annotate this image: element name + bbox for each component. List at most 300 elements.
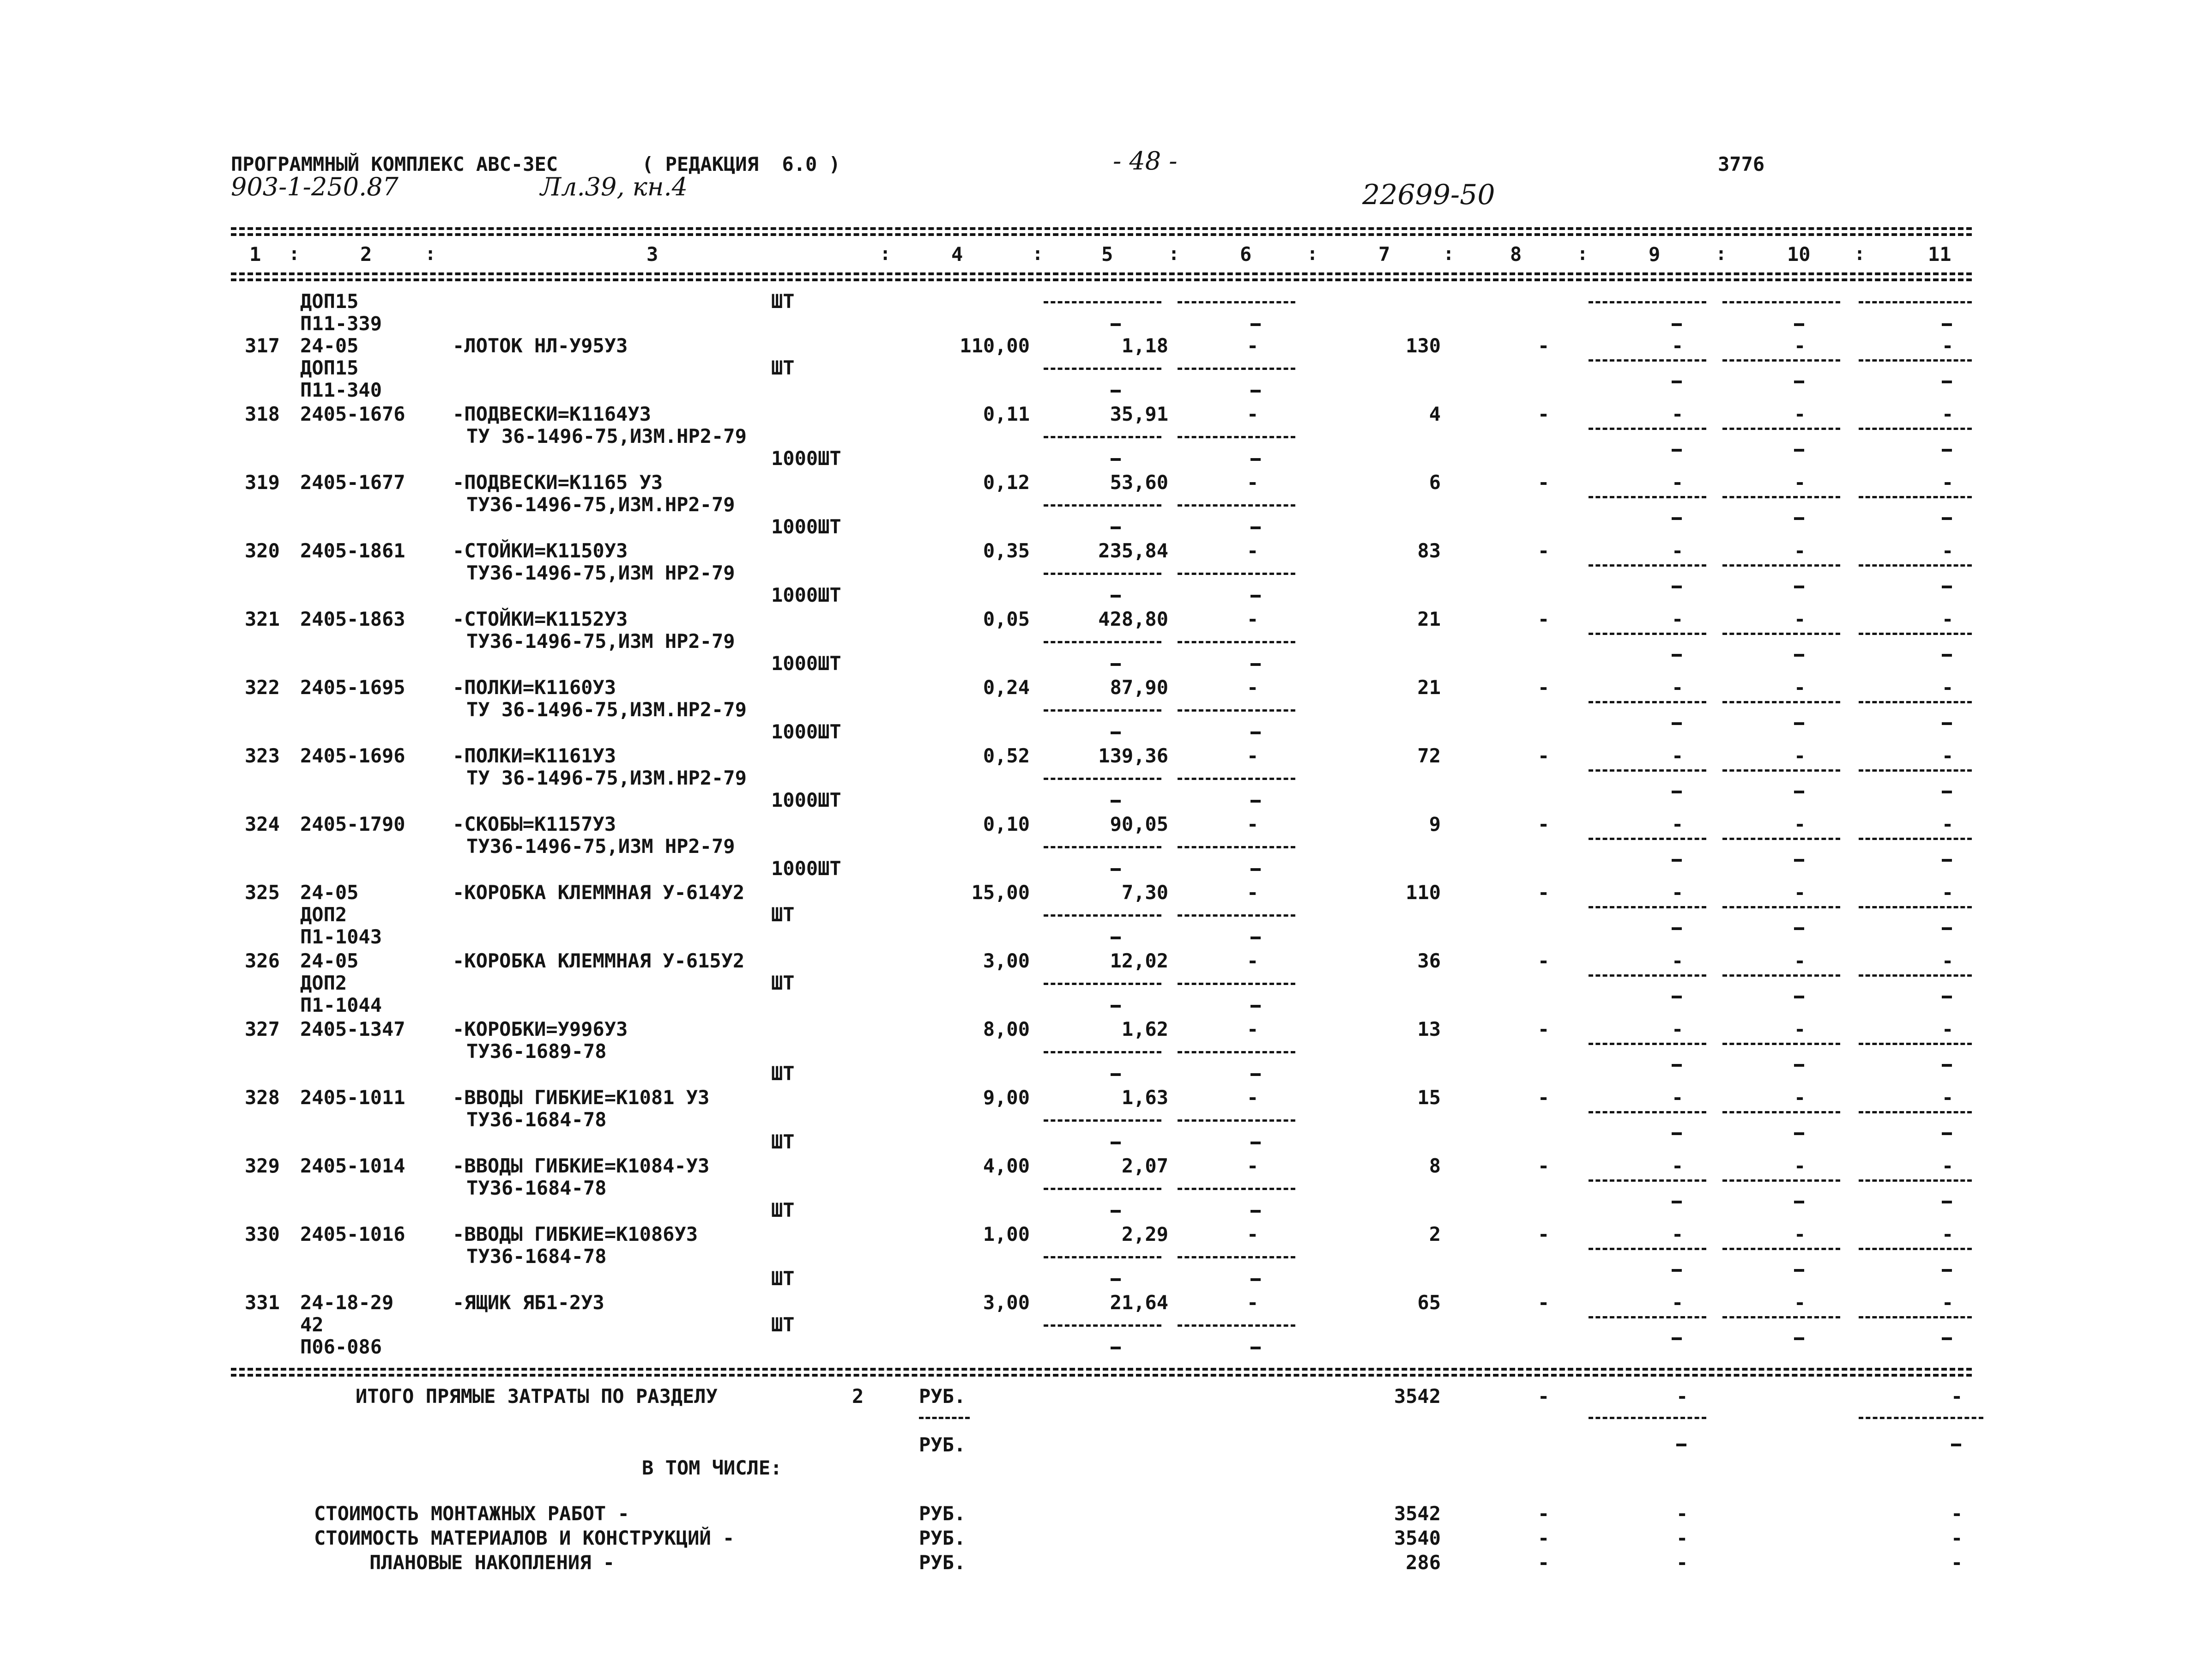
column-number-6: 6 [1240, 243, 1252, 266]
col8-value: - [1538, 1154, 1550, 1177]
totals-mark-11 [1951, 1444, 1961, 1446]
totals-section: 2 [852, 1385, 864, 1408]
col9-value: - [1672, 1086, 1684, 1109]
totals-rub-2: РУБ. [919, 1433, 966, 1456]
price-mark [1111, 1142, 1121, 1144]
col9-mark [1672, 996, 1682, 998]
item-price: 428,80 [1098, 608, 1168, 630]
item-quantity: 110,00 [960, 334, 1030, 357]
col10-value: - [1794, 403, 1806, 425]
item-quantity: 0,11 [983, 403, 1030, 425]
item-code: П1-1044 [300, 994, 382, 1016]
col8-value: - [1538, 881, 1550, 904]
top-mark-10 [1794, 323, 1804, 326]
col11-mark [1942, 791, 1952, 793]
col10-underline [1722, 496, 1840, 498]
col10-underline [1722, 906, 1840, 908]
col11-underline [1859, 1111, 1972, 1113]
col6-value: - [1247, 676, 1259, 699]
price-mark [1111, 458, 1121, 461]
price-underline [1044, 1051, 1161, 1053]
col9-underline [1589, 769, 1706, 772]
item-quantity: 0,05 [983, 608, 1030, 630]
col9-mark [1672, 449, 1682, 452]
item-name: ТУ36-1496-75,ИЗМ НР2-79 [466, 562, 735, 584]
column-separator: : [1032, 243, 1044, 265]
breakdown-value: 3540 [1394, 1527, 1441, 1549]
col8-value: - [1538, 813, 1550, 835]
item-name: ТУ36-1496-75,ИЗМ.НР2-79 [466, 493, 735, 516]
item-price: 7,30 [1121, 881, 1168, 904]
col6-mark [1251, 731, 1261, 734]
col6-underline [1178, 846, 1295, 848]
item-code: 2405-1696 [300, 744, 405, 767]
item-name: -СТОЙКИ=К1150У3 [453, 539, 628, 562]
top-dash-10 [1722, 301, 1840, 303]
col6-underline [1178, 709, 1295, 712]
item-price: 1,63 [1121, 1086, 1168, 1109]
item-name: ТУ 36-1496-75,ИЗМ.НР2-79 [466, 767, 747, 789]
item-name: ТУ36-1684-78 [466, 1245, 607, 1268]
col9-mark [1672, 1201, 1682, 1203]
col6-value: - [1247, 471, 1259, 494]
price-underline [1044, 504, 1161, 507]
item-unit: 1000ШТ [771, 652, 841, 675]
col10-value: - [1794, 881, 1806, 904]
column-separator: : [425, 243, 436, 265]
item-name: ТУ36-1689-78 [466, 1040, 607, 1063]
col10-underline [1722, 428, 1840, 430]
totals-c8: - [1538, 1385, 1550, 1408]
item-quantity: 3,00 [983, 949, 1030, 972]
col6-mark [1251, 458, 1261, 461]
item-unit: ШТ [771, 1062, 795, 1085]
col9-mark [1672, 1064, 1682, 1067]
item-total: 21 [1417, 676, 1441, 699]
col11-mark [1942, 859, 1952, 862]
col11-value: - [1942, 1154, 1954, 1177]
top-dash-5 [1044, 301, 1161, 303]
item-number: 330 [245, 1223, 280, 1245]
price-mark [1111, 595, 1121, 598]
page-mark: - 48 - [1113, 146, 1178, 175]
col9-value: - [1672, 676, 1684, 699]
col6-underline [1178, 914, 1295, 917]
col6-value: - [1247, 881, 1259, 904]
col10-mark [1794, 722, 1804, 725]
item-total: 4 [1429, 403, 1441, 425]
item-number: 322 [245, 676, 280, 699]
price-mark [1111, 1005, 1121, 1008]
sheet-book-handwritten: Лл.39, кн.4 [540, 172, 688, 201]
totals-value: 3542 [1394, 1385, 1441, 1408]
item-code: 24-05 [300, 881, 359, 904]
item-unit: ШТ [771, 1130, 795, 1153]
col8-value: - [1538, 949, 1550, 972]
item-number: 325 [245, 881, 280, 904]
col9-mark [1672, 1337, 1682, 1340]
breakdown-col11: - [1951, 1527, 1963, 1549]
item-code: ДОП2 [300, 903, 347, 926]
col11-value: - [1942, 1086, 1954, 1109]
price-underline [1044, 1324, 1161, 1327]
item-name: -ЯЩИК ЯБ1-2У3 [453, 1291, 604, 1314]
item-code: 42 [300, 1313, 324, 1336]
column-number-4: 4 [951, 243, 963, 266]
price-mark [1111, 1210, 1121, 1213]
item-name: -ПОЛКИ=К1160У3 [453, 676, 616, 699]
col9-mark [1672, 1269, 1682, 1272]
item-total: 36 [1417, 949, 1441, 972]
item-quantity: 1,00 [983, 1223, 1030, 1245]
col11-underline [1859, 633, 1972, 635]
price-mark [1111, 390, 1121, 393]
col9-mark [1672, 791, 1682, 793]
item-number: 318 [245, 403, 280, 425]
col10-value: - [1794, 813, 1806, 835]
col10-value: - [1794, 539, 1806, 562]
item-price: 12,02 [1110, 949, 1168, 972]
column-number-7: 7 [1378, 243, 1390, 266]
item-name: -КОРОБКА КЛЕММНАЯ У-614У2 [453, 881, 745, 904]
col9-underline [1589, 496, 1706, 498]
item-name: -ПОДВЕСКИ=К1164У3 [453, 403, 651, 425]
col6-underline [1178, 1188, 1295, 1190]
item-number: 321 [245, 608, 280, 630]
item-code: 2405-1014 [300, 1154, 405, 1177]
col11-mark [1942, 517, 1952, 520]
col10-mark [1794, 1201, 1804, 1203]
price-underline [1044, 641, 1161, 643]
col11-underline [1859, 1043, 1972, 1045]
column-separator: : [880, 243, 891, 265]
item-code: 2405-1347 [300, 1018, 405, 1040]
col6-value: - [1247, 1086, 1259, 1109]
col11-mark [1942, 586, 1952, 588]
col11-mark [1942, 722, 1952, 725]
item-code: 2405-1016 [300, 1223, 405, 1245]
col9-value: - [1672, 608, 1684, 630]
col10-mark [1794, 1132, 1804, 1135]
col10-value: - [1794, 471, 1806, 494]
col10-underline [1722, 838, 1840, 840]
col6-mark [1251, 390, 1261, 393]
col11-underline [1859, 1248, 1972, 1250]
item-unit: 1000ШТ [771, 584, 841, 606]
col11-value: - [1942, 813, 1954, 835]
item-code: 2405-1676 [300, 403, 405, 425]
col11-underline [1859, 906, 1972, 908]
item-unit: 1000ШТ [771, 447, 841, 470]
item-name: -ВВОДЫ ГИБКИЕ=К1081 У3 [453, 1086, 710, 1109]
col9-value: - [1672, 539, 1684, 562]
col10-value: - [1794, 1291, 1806, 1314]
col6-mark [1251, 1210, 1261, 1213]
col11-underline [1859, 359, 1972, 362]
breakdown-col8: - [1538, 1502, 1550, 1525]
item-unit: 1000ШТ [771, 857, 841, 880]
item-name: ТУ 36-1496-75,ИЗМ.НР2-79 [466, 698, 747, 721]
item-price: 21,64 [1110, 1291, 1168, 1314]
item-price: 1,62 [1121, 1018, 1168, 1040]
item-price: 235,84 [1098, 539, 1168, 562]
col11-value: - [1942, 881, 1954, 904]
col10-underline [1722, 359, 1840, 362]
item-price: 2,29 [1121, 1223, 1168, 1245]
col11-underline [1859, 1316, 1972, 1318]
col10-underline [1722, 1179, 1840, 1182]
col11-underline [1859, 564, 1972, 567]
col6-value: - [1247, 608, 1259, 630]
col10-value: - [1794, 949, 1806, 972]
top-dash-9 [1589, 301, 1706, 303]
price-mark [1111, 526, 1121, 529]
item-number: 323 [245, 744, 280, 767]
price-underline [1044, 436, 1161, 438]
item-name: -СКОБЫ=К1157У3 [453, 813, 616, 835]
item-code: ДОП15 [300, 357, 359, 379]
item-code: 2405-1861 [300, 539, 405, 562]
item-code: П06-086 [300, 1336, 382, 1358]
col11-mark [1942, 381, 1952, 383]
item-total: 13 [1417, 1018, 1441, 1040]
item-price: 2,07 [1121, 1154, 1168, 1177]
col6-value: - [1247, 1154, 1259, 1177]
item-price: 53,60 [1110, 471, 1168, 494]
item-total: 83 [1417, 539, 1441, 562]
col10-value: - [1794, 608, 1806, 630]
col9-underline [1589, 701, 1706, 703]
price-underline [1044, 1119, 1161, 1122]
item-code: П11-340 [300, 379, 382, 401]
top-mark-6 [1251, 323, 1261, 326]
col9-underline [1589, 1043, 1706, 1045]
totals-c11: - [1951, 1385, 1963, 1408]
breakdown-label: ПЛАНОВЫЕ НАКОПЛЕНИЯ - [369, 1551, 615, 1574]
col6-mark [1251, 1073, 1261, 1076]
item-name: ТУ36-1496-75,ИЗМ НР2-79 [466, 835, 735, 858]
col10-value: - [1794, 676, 1806, 699]
item-code: 24-05 [300, 334, 359, 357]
col6-underline [1178, 368, 1295, 370]
price-mark [1111, 663, 1121, 666]
col11-value: - [1942, 403, 1954, 425]
breakdown-value: 286 [1406, 1551, 1441, 1574]
item-name: ТУ 36-1496-75,ИЗМ.НР2-79 [466, 425, 747, 447]
totals-rule-2 [231, 1374, 1972, 1377]
price-mark [1111, 1278, 1121, 1281]
col8-value: - [1538, 744, 1550, 767]
col9-underline [1589, 564, 1706, 567]
col10-underline [1722, 974, 1840, 977]
item-code: 2405-1695 [300, 676, 405, 699]
col9-value: - [1672, 334, 1684, 357]
header-top-rule [231, 227, 1972, 230]
item-unit: 1000ШТ [771, 720, 841, 743]
item-price: 87,90 [1110, 676, 1168, 699]
col9-mark [1672, 517, 1682, 520]
col10-value: - [1794, 744, 1806, 767]
col10-mark [1794, 927, 1804, 930]
item-quantity: 3,00 [983, 1291, 1030, 1314]
edition-label: ( РЕДАКЦИЯ 6.0 ) [642, 153, 840, 175]
price-underline [1044, 1188, 1161, 1190]
top-mark-11 [1942, 323, 1952, 326]
col6-underline [1178, 573, 1295, 575]
price-mark [1111, 1347, 1121, 1349]
col8-value: - [1538, 539, 1550, 562]
col8-value: - [1538, 471, 1550, 494]
item-unit: 1000ШТ [771, 515, 841, 538]
col11-underline [1859, 496, 1972, 498]
col6-mark [1251, 800, 1261, 803]
item-total: 72 [1417, 744, 1441, 767]
col10-mark [1794, 1064, 1804, 1067]
item-quantity: 0,24 [983, 676, 1030, 699]
col6-underline [1178, 1324, 1295, 1327]
col9-mark [1672, 927, 1682, 930]
col8-value: - [1538, 608, 1550, 630]
breakdown-label: СТОИМОСТЬ МОНТАЖНЫХ РАБОТ - [314, 1502, 629, 1525]
column-separator: : [289, 243, 300, 265]
column-number-5: 5 [1101, 243, 1113, 266]
col11-value: - [1942, 1223, 1954, 1245]
col9-mark [1672, 1132, 1682, 1135]
breakdown-col8: - [1538, 1551, 1550, 1574]
item-total: 15 [1417, 1086, 1441, 1109]
col10-value: - [1794, 1018, 1806, 1040]
item-total: 130 [1406, 334, 1441, 357]
top-ref: П11-339 [300, 312, 382, 335]
col6-value: - [1247, 334, 1259, 357]
including-label: В ТОМ ЧИСЛЕ: [642, 1456, 782, 1479]
col11-mark [1942, 927, 1952, 930]
item-code: 2405-1677 [300, 471, 405, 494]
col9-underline [1589, 1248, 1706, 1250]
col6-value: - [1247, 1291, 1259, 1314]
item-price: 35,91 [1110, 403, 1168, 425]
col6-mark [1251, 595, 1261, 598]
top-unit: ШТ [771, 290, 795, 313]
item-code: 2405-1863 [300, 608, 405, 630]
col10-underline [1722, 701, 1840, 703]
col6-underline [1178, 436, 1295, 438]
breakdown-col11: - [1951, 1502, 1963, 1525]
breakdown-label: СТОИМОСТЬ МАТЕРИАЛОВ И КОНСТРУКЦИЙ - [314, 1527, 735, 1549]
item-total: 8 [1429, 1154, 1441, 1177]
col10-value: - [1794, 1086, 1806, 1109]
item-name: -СТОЙКИ=К1152У3 [453, 608, 628, 630]
col6-mark [1251, 663, 1261, 666]
item-unit: ШТ [771, 357, 795, 379]
col8-value: - [1538, 1223, 1550, 1245]
col9-value: - [1672, 1223, 1684, 1245]
col10-underline [1722, 1248, 1840, 1250]
col9-mark [1672, 586, 1682, 588]
col10-mark [1794, 381, 1804, 383]
column-number-9: 9 [1649, 243, 1661, 266]
column-number-2: 2 [360, 243, 372, 266]
col6-underline [1178, 1051, 1295, 1053]
item-total: 65 [1417, 1291, 1441, 1314]
col11-value: - [1942, 949, 1954, 972]
price-underline [1044, 1256, 1161, 1258]
col8-value: - [1538, 1018, 1550, 1040]
col11-mark [1942, 1201, 1952, 1203]
col10-underline [1722, 1111, 1840, 1113]
col9-underline [1589, 1179, 1706, 1182]
item-name: ТУ36-1684-78 [466, 1108, 607, 1131]
col6-mark [1251, 1278, 1261, 1281]
item-name: -КОРОБКИ=У996У3 [453, 1018, 628, 1040]
price-mark [1111, 731, 1121, 734]
col9-value: - [1672, 949, 1684, 972]
totals-dash-rub [919, 1417, 970, 1419]
top-mark-9 [1672, 323, 1682, 326]
item-unit: ШТ [771, 1267, 795, 1290]
breakdown-unit: РУБ. [919, 1551, 966, 1574]
breakdown-col9: - [1676, 1551, 1688, 1574]
col11-underline [1859, 701, 1972, 703]
totals-rule [231, 1368, 1972, 1371]
col10-value: - [1794, 334, 1806, 357]
item-number: 324 [245, 813, 280, 835]
column-separator: : [1307, 243, 1318, 265]
breakdown-value: 3542 [1394, 1502, 1441, 1525]
col6-value: - [1247, 744, 1259, 767]
col11-value: - [1942, 1291, 1954, 1314]
col6-mark [1251, 868, 1261, 871]
top-dash-11 [1859, 301, 1972, 303]
col11-value: - [1942, 608, 1954, 630]
totals-c9: - [1676, 1385, 1688, 1408]
col6-value: - [1247, 1223, 1259, 1245]
price-underline [1044, 846, 1161, 848]
item-quantity: 15,00 [971, 881, 1030, 904]
col11-mark [1942, 996, 1952, 998]
breakdown-col8: - [1538, 1527, 1550, 1549]
price-underline [1044, 778, 1161, 780]
item-name: -ПОЛКИ=К1161У3 [453, 744, 616, 767]
col11-mark [1942, 449, 1952, 452]
item-number: 317 [245, 334, 280, 357]
col6-underline [1178, 983, 1295, 985]
col9-underline [1589, 428, 1706, 430]
col9-value: - [1672, 881, 1684, 904]
col11-mark [1942, 654, 1952, 657]
price-underline [1044, 573, 1161, 575]
breakdown-col11: - [1951, 1551, 1963, 1574]
col9-mark [1672, 859, 1682, 862]
column-separator: : [1716, 243, 1727, 265]
totals-dash-11 [1859, 1417, 1983, 1419]
breakdown-unit: РУБ. [919, 1502, 966, 1525]
col9-underline [1589, 906, 1706, 908]
column-number-11: 11 [1928, 243, 1951, 266]
item-price: 1,18 [1121, 334, 1168, 357]
col8-value: - [1538, 676, 1550, 699]
item-name: ТУ36-1496-75,ИЗМ НР2-79 [466, 630, 735, 653]
col8-value: - [1538, 1291, 1550, 1314]
item-code: 24-05 [300, 949, 359, 972]
col10-value: - [1794, 1223, 1806, 1245]
price-underline [1044, 914, 1161, 917]
col10-mark [1794, 1269, 1804, 1272]
item-number: 327 [245, 1018, 280, 1040]
item-total: 9 [1429, 813, 1441, 835]
col9-mark [1672, 654, 1682, 657]
col6-underline [1178, 778, 1295, 780]
